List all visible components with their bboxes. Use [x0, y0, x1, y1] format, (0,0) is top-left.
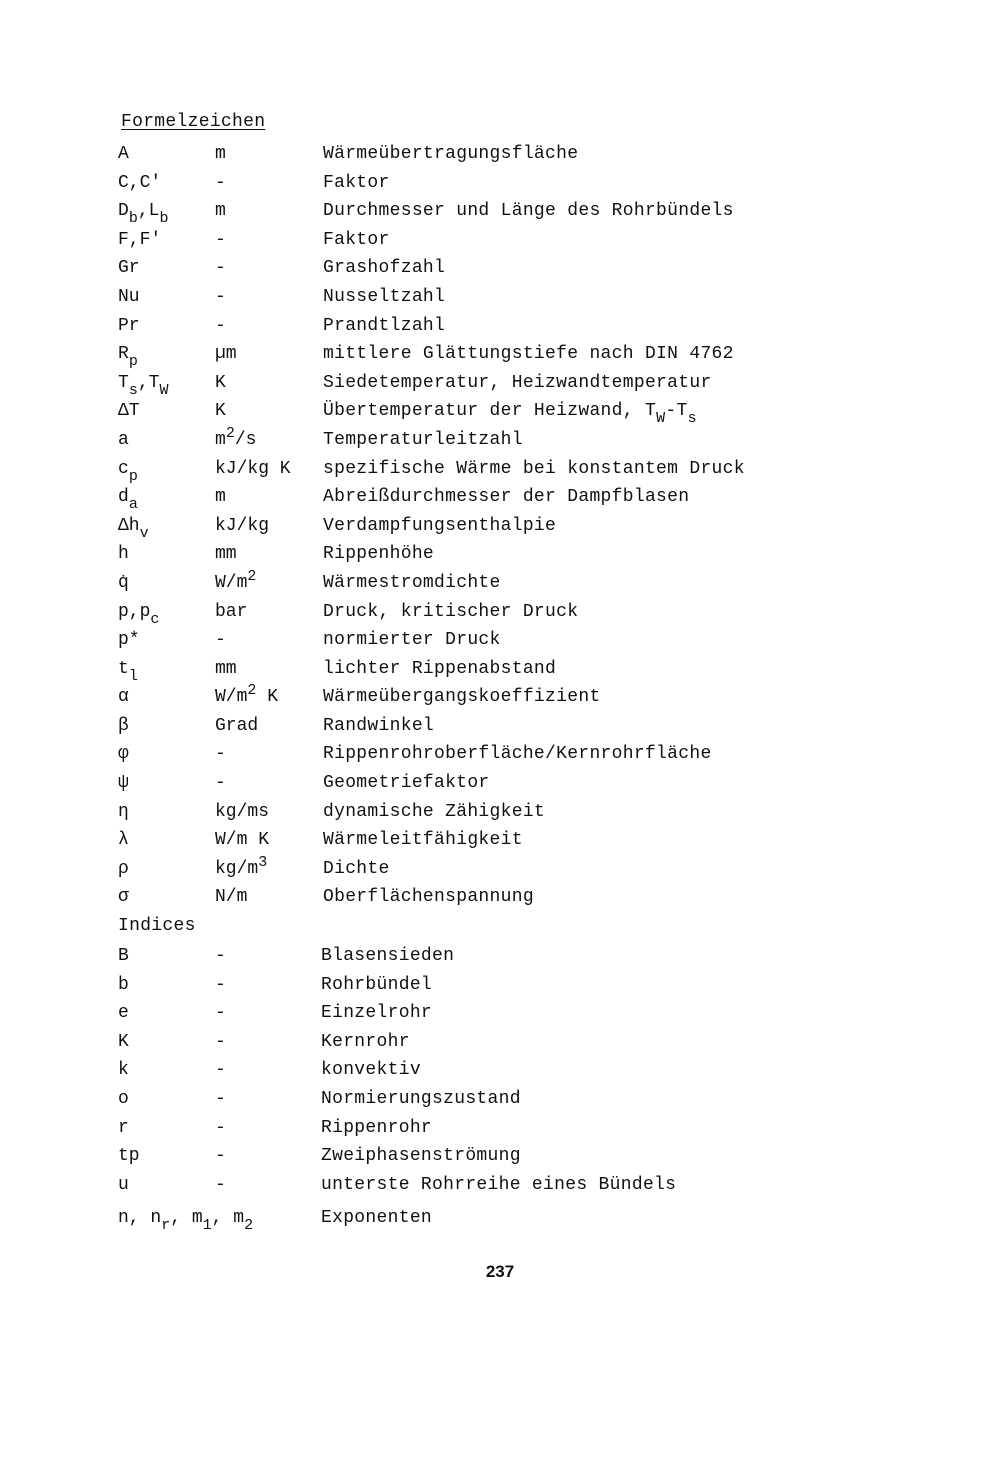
index-unit: -	[215, 1003, 226, 1024]
symbol-unit: mm	[215, 544, 237, 565]
symbol-unit: $W/m^2$ K	[215, 682, 279, 708]
symbol-symbol: a	[118, 429, 129, 450]
symbol-description: Temperaturleitzahl	[323, 429, 523, 450]
symbol-unit: $W/m^2$	[215, 567, 257, 593]
symbol-row	[118, 169, 818, 198]
symbol-row	[118, 883, 818, 912]
section-heading: Formelzeichen	[121, 112, 266, 132]
symbol-row	[118, 512, 818, 541]
symbol-symbol: $R_p$	[118, 344, 138, 371]
symbol-description: Oberflächenspannung	[323, 887, 534, 908]
symbol-description: Rippenrohroberfläche/Kernrohrfläche	[323, 744, 712, 765]
index-description: Normierungszustand	[321, 1088, 521, 1109]
index-row	[118, 1056, 818, 1085]
symbol-row	[118, 426, 818, 455]
symbol-symbol: $p,p_c$	[118, 601, 160, 628]
symbol-symbol: $t_l$	[118, 658, 138, 685]
symbol-unit: m	[215, 487, 226, 508]
index-row	[118, 942, 818, 971]
symbol-unit: bar	[215, 601, 248, 622]
symbol-row	[118, 855, 818, 884]
symbol-symbol: Pr	[118, 315, 140, 336]
index-symbol: K	[118, 1031, 129, 1052]
symbol-row	[118, 140, 818, 169]
symbol-row	[118, 740, 818, 769]
symbol-description: Durchmesser und Länge des Rohrbündels	[323, 201, 734, 222]
symbol-description: Verdampfungsenthalpie	[323, 515, 557, 536]
symbol-description: dynamische Zähigkeit	[323, 801, 546, 822]
index-description: Zweiphasenströmung	[321, 1146, 521, 1167]
symbol-symbol: ρ	[118, 858, 129, 879]
symbol-row	[118, 769, 818, 798]
symbol-row	[118, 226, 818, 255]
symbol-description: mittlere Glättungstiefe nach DIN 4762	[323, 344, 734, 365]
symbol-symbol: Gr	[118, 258, 140, 279]
exponents-description: Exponenten	[321, 1208, 433, 1228]
symbol-unit: -	[215, 286, 226, 307]
symbol-unit: kg/ms	[215, 801, 270, 822]
symbol-symbol: p*	[118, 630, 140, 651]
symbol-row	[118, 540, 818, 569]
symbol-symbol: λ	[118, 830, 129, 851]
symbol-unit: -	[215, 229, 226, 250]
symbol-description: Abreißdurchmesser der Dampfblasen	[323, 487, 690, 508]
symbol-unit: µm	[215, 344, 237, 365]
index-unit: -	[215, 946, 226, 966]
index-description: Rippenrohr	[321, 1117, 433, 1138]
index-description: Kernrohr	[321, 1031, 410, 1052]
symbol-description: Wärmeleitfähigkeit	[323, 830, 523, 851]
symbol-symbol: A	[118, 144, 129, 164]
index-row	[118, 971, 818, 1000]
symbol-symbol: $d_a$	[118, 487, 138, 514]
index-symbol: b	[118, 974, 129, 995]
index-unit: -	[215, 974, 226, 995]
symbol-description: Randwinkel	[323, 715, 435, 736]
symbol-unit: -	[215, 258, 226, 279]
symbol-description: Geometriefaktor	[323, 773, 490, 794]
symbol-symbol: φ	[118, 744, 129, 765]
symbol-description: spezifische Wärme bei konstantem Druck	[323, 458, 745, 479]
symbol-unit: kJ/kg	[215, 515, 270, 536]
symbol-description: Wärmeübertragungsfläche	[323, 144, 579, 164]
symbol-symbol: $c_p$	[118, 458, 138, 485]
index-row	[118, 999, 818, 1028]
symbol-row	[118, 655, 818, 684]
symbol-row	[118, 369, 818, 398]
symbol-row	[118, 826, 818, 855]
symbol-description: Nusseltzahl	[323, 286, 446, 307]
symbol-description: Siedetemperatur, Heizwandtemperatur	[323, 372, 712, 393]
indices-heading: Indices	[118, 916, 196, 936]
exponents-row	[118, 1208, 818, 1244]
index-symbol: o	[118, 1088, 129, 1109]
index-unit: -	[215, 1146, 226, 1167]
symbol-description: lichter Rippenabstand	[323, 658, 557, 679]
symbol-description: normierter Druck	[323, 630, 501, 651]
symbol-symbol: h	[118, 544, 129, 565]
page-number: 237	[485, 1262, 515, 1281]
symbol-unit: mm	[215, 658, 237, 679]
symbol-symbol: ψ	[118, 773, 129, 794]
symbol-unit: m	[215, 144, 226, 164]
indices-list	[118, 942, 818, 1199]
symbol-list	[118, 140, 818, 912]
symbol-unit: Grad	[215, 715, 259, 736]
index-row	[118, 1028, 818, 1057]
symbol-row	[118, 598, 818, 627]
index-symbol: u	[118, 1174, 129, 1195]
symbol-description: Faktor	[323, 172, 390, 193]
symbol-symbol: η	[118, 801, 129, 822]
index-unit: -	[215, 1088, 226, 1109]
symbol-row	[118, 626, 818, 655]
symbol-row	[118, 683, 818, 712]
symbol-unit: -	[215, 315, 226, 336]
symbol-unit: -	[215, 172, 226, 193]
index-row	[118, 1085, 818, 1114]
symbol-symbol: σ	[118, 887, 129, 908]
symbol-symbol: α	[118, 687, 129, 708]
index-description: Blasensieden	[321, 946, 455, 966]
symbol-row	[118, 340, 818, 369]
symbol-symbol: $D_b,L_b$	[118, 201, 169, 228]
symbol-row	[118, 283, 818, 312]
index-unit: -	[215, 1174, 226, 1195]
symbol-row	[118, 197, 818, 226]
symbol-unit: $kg/m^3$	[215, 853, 268, 879]
symbol-description: Druck, kritischer Druck	[323, 601, 579, 622]
symbol-description: Dichte	[323, 858, 390, 879]
index-unit: -	[215, 1117, 226, 1138]
symbol-description: Übertemperatur der Heizwand, $T_W-T_s$	[323, 401, 697, 428]
index-row	[118, 1142, 818, 1171]
index-symbol: B	[118, 946, 129, 966]
symbol-unit: $m^2/s$	[215, 424, 257, 450]
symbol-symbol: C,C'	[118, 172, 162, 193]
index-description: Einzelrohr	[321, 1003, 433, 1024]
symbol-unit: -	[215, 630, 226, 651]
symbol-unit: N/m	[215, 887, 248, 908]
symbol-symbol: $\Delta h_v$	[118, 515, 149, 542]
symbol-symbol: β	[118, 715, 129, 736]
symbol-row	[118, 569, 818, 598]
symbol-description: Wärmestromdichte	[323, 572, 501, 593]
symbol-description: Grashofzahl	[323, 258, 446, 279]
symbol-symbol: ΔT	[118, 401, 140, 422]
symbol-unit: -	[215, 773, 226, 794]
symbol-row	[118, 798, 818, 827]
index-symbol: e	[118, 1003, 129, 1024]
symbol-description: Faktor	[323, 229, 390, 250]
symbol-row	[118, 397, 818, 426]
symbol-row	[118, 254, 818, 283]
symbol-description: Wärmeübergangskoeffizient	[323, 687, 601, 708]
symbol-unit: -	[215, 744, 226, 765]
index-row	[118, 1114, 818, 1143]
symbol-unit: K	[215, 401, 226, 422]
index-symbol: r	[118, 1117, 129, 1138]
exponents-symbol: n, $n_r$, $m_1$, $m_2$	[118, 1208, 254, 1234]
index-symbol: k	[118, 1060, 129, 1081]
symbol-symbol: $T_s,T_W$	[118, 372, 169, 399]
index-unit: -	[215, 1060, 226, 1081]
symbol-row	[118, 483, 818, 512]
symbol-symbol: q̇	[118, 572, 129, 593]
symbol-row	[118, 712, 818, 741]
index-description: Rohrbündel	[321, 974, 433, 995]
index-description: unterste Rohrreihe eines Bündels	[321, 1174, 677, 1195]
symbol-row	[118, 312, 818, 341]
index-row	[118, 1171, 818, 1200]
symbol-symbol: Nu	[118, 286, 140, 307]
symbol-symbol: F,F'	[118, 229, 162, 250]
index-unit: -	[215, 1031, 226, 1052]
symbol-row	[118, 455, 818, 484]
index-symbol: tp	[118, 1146, 140, 1167]
index-description: konvektiv	[321, 1060, 421, 1081]
symbol-unit: K	[215, 372, 226, 393]
symbol-description: Prandtlzahl	[323, 315, 446, 336]
symbol-description: Rippenhöhe	[323, 544, 435, 565]
symbol-unit: kJ/kg K	[215, 458, 291, 479]
symbol-unit: m	[215, 201, 226, 222]
symbol-unit: W/m K	[215, 830, 270, 851]
